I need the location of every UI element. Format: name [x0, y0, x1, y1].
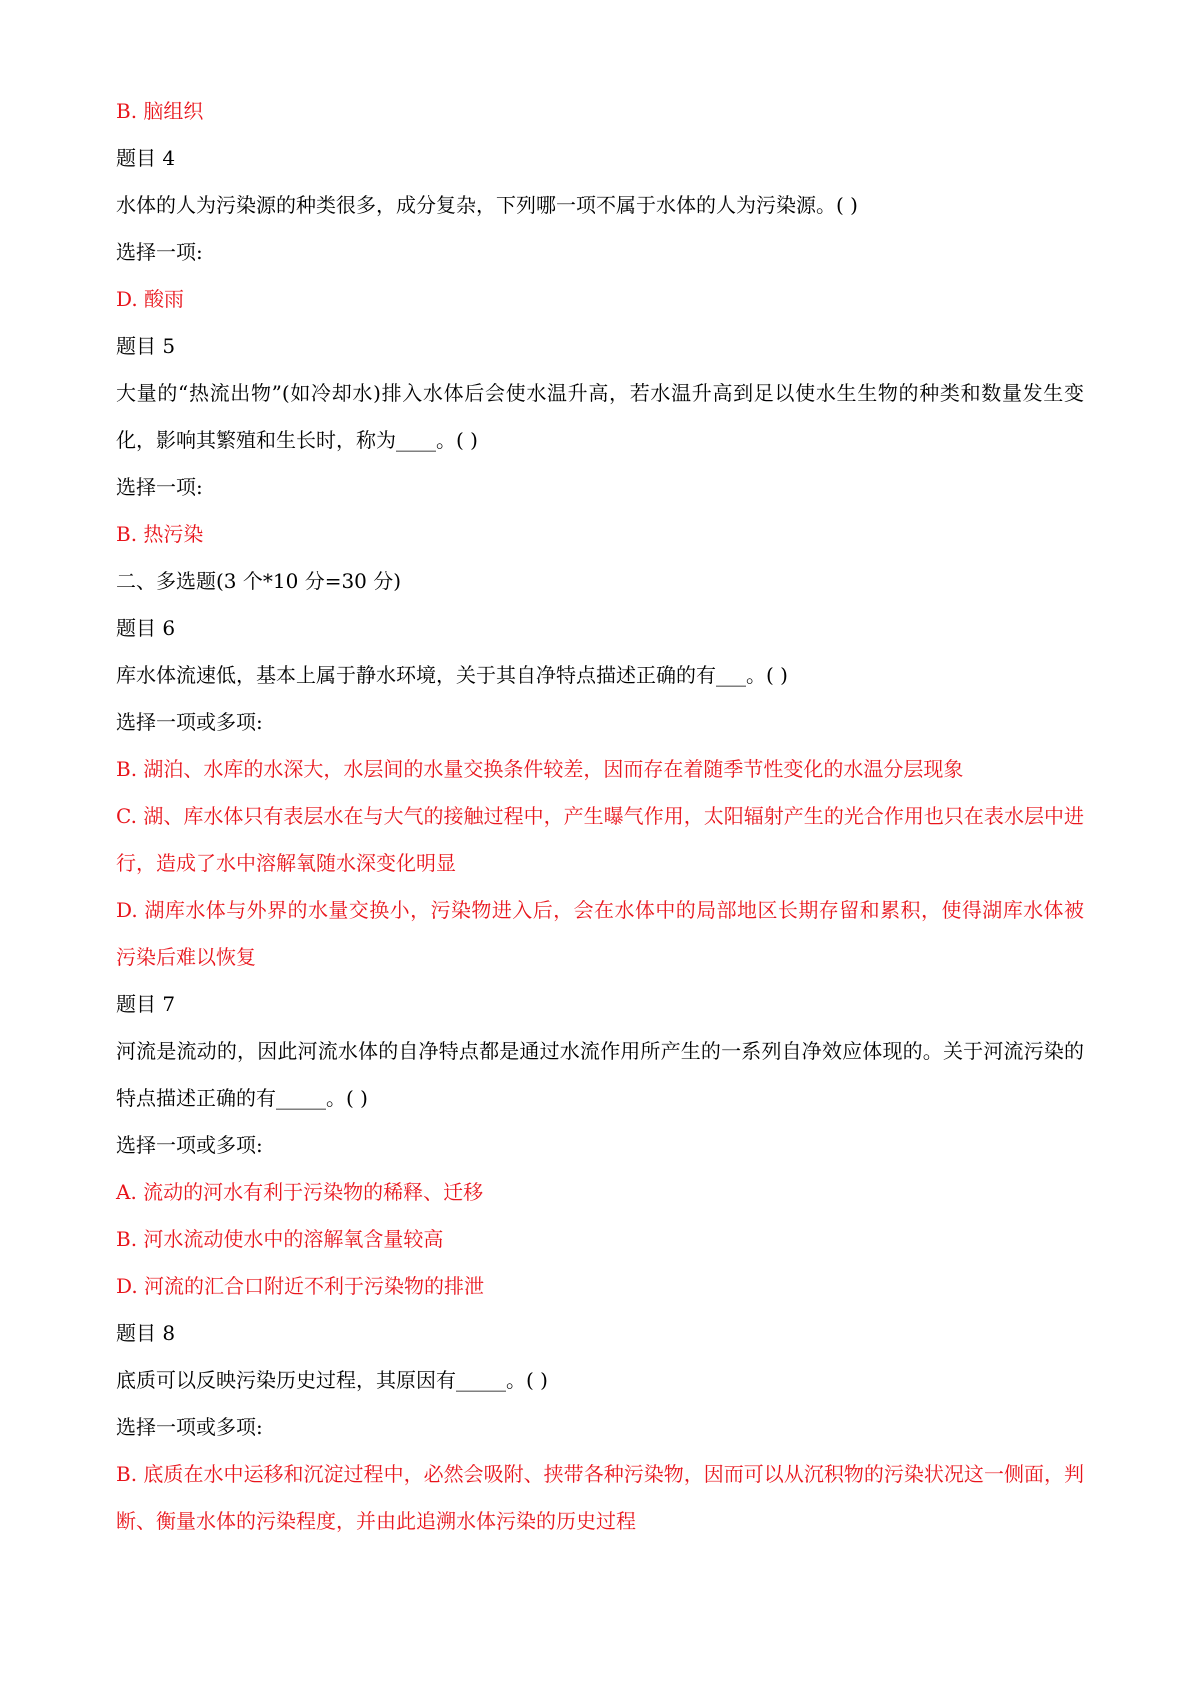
question-number: 题目 8 [116, 1321, 176, 1345]
question-text: 底质可以反映污染历史过程，其原因有_____。( ) [116, 1368, 548, 1392]
answer-option: B. 河水流动使水中的溶解氧含量较高 [116, 1227, 444, 1251]
answer-option: B. 湖泊、水库的水深大，水层间的水量交换条件较差，因而存在着随季节性变化的水温分层现象 [116, 757, 964, 781]
answer-option: B. 底质在水中运移和沉淀过程中，必然会吸附、挟带各种污染物，因而可以从沉积物的污染状况这一侧面，判断、衡量水体的污染程度，并由此追溯水体污染的历史过程 [116, 1462, 1084, 1533]
section-heading: 二、多选题(3 个*10 分=30 分) [116, 569, 402, 593]
choice-prompt: 选择一项或多项: [116, 710, 263, 734]
question-text: 大量的“热流出物”(如冷却水)排入水体后会使水温升高，若水温升高到足以使水生生物的种类和数量发生变化，影响其繁殖和生长时，称为____。( ) [116, 381, 1084, 452]
question-text: 水体的人为污染源的种类很多，成分复杂，下列哪一项不属于水体的人为污染源。( ) [116, 193, 858, 217]
choice-prompt: 选择一项: [116, 475, 203, 499]
question-text: 库水体流速低，基本上属于静水环境，关于其自净特点描述正确的有___。( ) [116, 663, 788, 687]
question-number: 题目 7 [116, 992, 176, 1016]
answer-option: B. 脑组织 [116, 99, 204, 123]
choice-prompt: 选择一项或多项: [116, 1133, 263, 1157]
question-number: 题目 4 [116, 146, 176, 170]
answer-option: D. 湖库水体与外界的水量交换小，污染物进入后，会在水体中的局部地区长期存留和累积，使得湖库水体被污染后难以恢复 [116, 898, 1084, 969]
choice-prompt: 选择一项或多项: [116, 1415, 263, 1439]
choice-prompt: 选择一项: [116, 240, 203, 264]
answer-option: A. 流动的河水有利于污染物的稀释、迁移 [116, 1180, 484, 1204]
document-page [116, 88, 1084, 1545]
answer-option: C. 湖、库水体只有表层水在与大气的接触过程中，产生曝气作用，太阳辐射产生的光合作用也只在表水层中进行，造成了水中溶解氧随水深变化明显 [116, 804, 1084, 875]
question-number: 题目 6 [116, 616, 176, 640]
question-number: 题目 5 [116, 334, 176, 358]
answer-option: D. 河流的汇合口附近不利于污染物的排泄 [116, 1274, 485, 1298]
question-text: 河流是流动的，因此河流水体的自净特点都是通过水流作用所产生的一系列自净效应体现的。关于河流污染的特点描述正确的有_____。( ) [116, 1039, 1084, 1110]
answer-option: D. 酸雨 [116, 287, 185, 311]
answer-option: B. 热污染 [116, 522, 204, 546]
